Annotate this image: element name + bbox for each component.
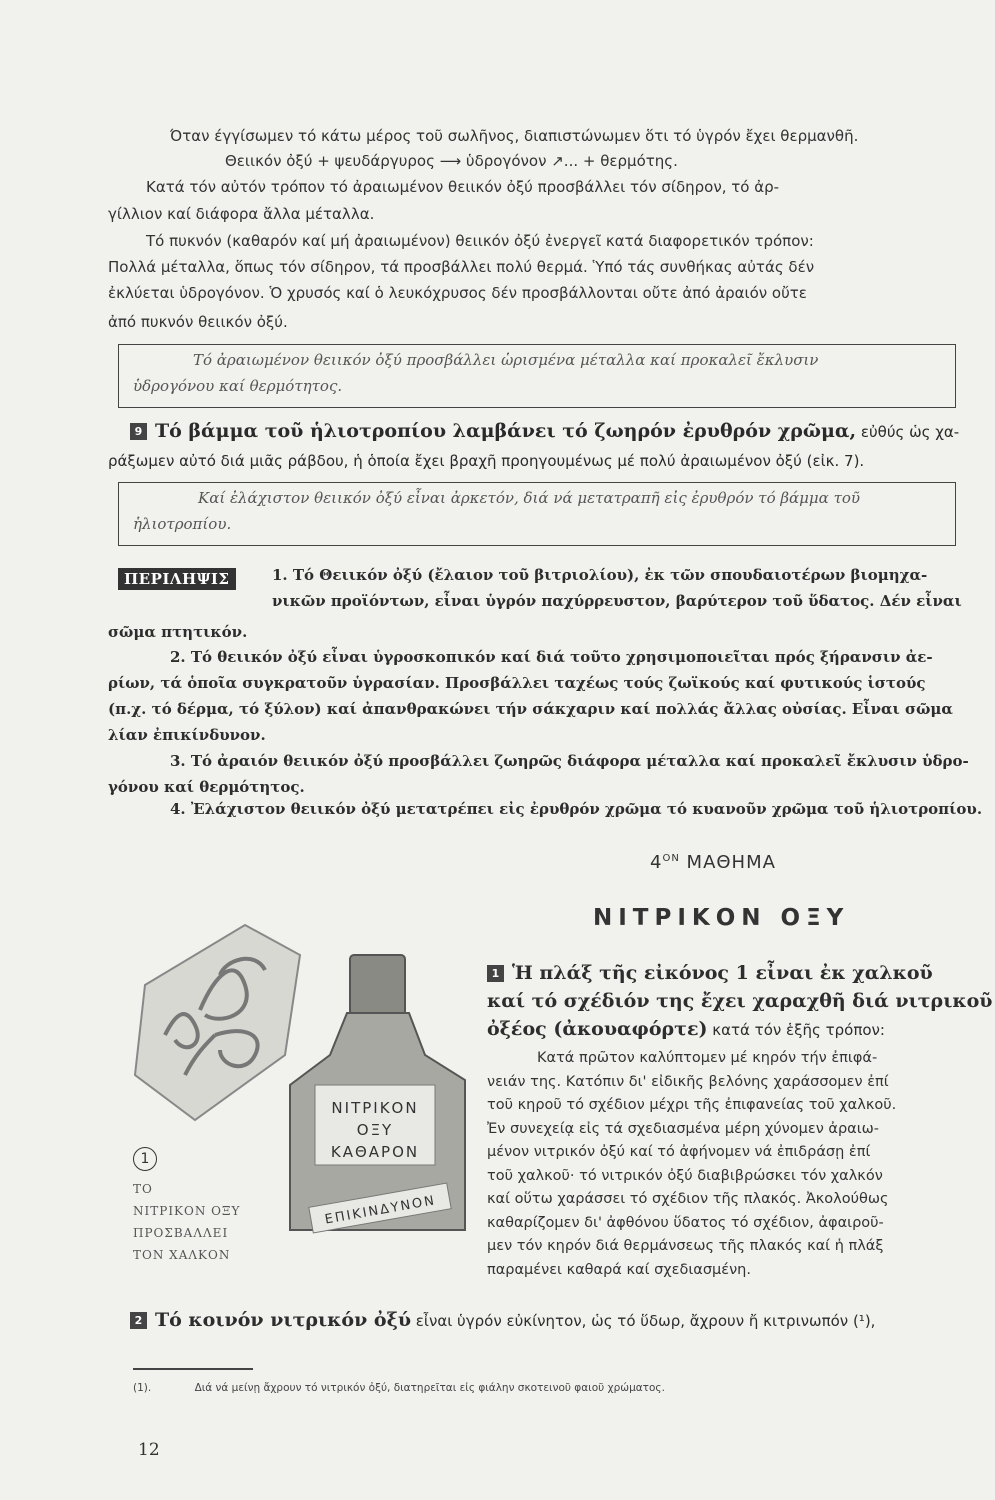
summary-item: 2. Τό θειικόν ὀξύ εἶναι ὑγροσκοπικόν καί διά τοῦτο χρησιμοποιεῖται πρός ξήρανσιν ἀε- — [170, 648, 933, 666]
caption-line: ΝΙΤΡΙΚΟΝ ΟΞΥ — [133, 1204, 241, 1218]
summary-item: ρίων, τά ὁποῖα συγκρατοῦν ὑγρασίαν. Προσβάλλει ταχέως τούς ζωϊκούς καί φυτικούς ἱστούς — [108, 674, 926, 692]
section-heading: Τό βάμμα τοῦ ἡλιοτροπίου λαμβάνει τό ζωηρόν ἐρυθρόν χρῶμα, — [155, 420, 857, 442]
section-text: εἶναι ὑγρόν εὐκίνητον, ὡς τό ὕδωρ, ἄχρουν ἤ κιτρινωπόν (¹), — [411, 1312, 876, 1330]
summary-item: 4. Ἐλάχιστον θειικόν ὀξύ μετατρέπει εἰς ἐρυθρόν χρῶμα τό κυανοῦν χρῶμα τοῦ ἡλιοτροπίου. — [170, 800, 983, 818]
footnote-text: Διά νά μείνῃ ἄχρουν τό νιτρικόν ὀξύ, διατηρεῖται εἰς φιάλην σκοτεινοῦ φαιοῦ χρώματος. — [194, 1382, 665, 1394]
summary-item: λίαν ἐπικίνδυνον. — [108, 726, 266, 744]
key-point-line: Καί ἐλάχιστον θειικόν ὀξύ εἶναι ἀρκετόν, διά νά μετατραπῆ εἰς ἐρυθρόν τό βάμμα τοῦ — [198, 489, 861, 507]
summary-item: γόνου καί θερμότητος. — [108, 778, 305, 796]
body-line: νειάν της. Κατόπιν δι' εἰδικῆς βελόνης χαράσσομεν ἐπί — [487, 1073, 889, 1090]
section-number-badge: 2 — [130, 1312, 147, 1329]
section-heading: Τό κοινόν νιτρικόν ὀξύ — [155, 1309, 411, 1331]
body-line: παραμένει καθαρά καί σχεδιασμένη. — [487, 1261, 751, 1278]
bottle-label-line: ΟΞΥ — [356, 1121, 394, 1139]
body-line: καί οὕτω χαράσσει τό σχέδιον τῆς πλακός. Ἀκολούθως — [487, 1191, 889, 1207]
intro-line: Κατά τόν αὐτόν τρόπον τό ἀραιωμένον θειικόν ὀξύ προσβάλλει τόν σίδηρον, τό ἀρ- — [146, 178, 780, 196]
section-heading: Ἡ πλάξ τῆς εἰκόνος 1 εἶναι ἐκ χαλκοῦ — [512, 962, 933, 984]
key-point-line: Τό ἀραιωμένον θειικόν ὀξύ προσβάλλει ὡρισμένα μέταλλα καί προκαλεῖ ἔκλυσιν — [193, 351, 819, 369]
summary-item: 1. Τό Θειικόν ὀξύ (ἔλαιον τοῦ βιτριολίου), ἐκ τῶν σπουδαιοτέρων βιομηχα- — [272, 566, 928, 584]
intro-line: γίλλιον καί διάφορα ἄλλα μέταλλα. — [108, 205, 375, 223]
figure-number-badge: 1 — [133, 1147, 157, 1171]
section-1-body — [487, 1047, 967, 1282]
caption-line: ΤΟ — [133, 1182, 153, 1196]
section-number-badge: 1 — [487, 965, 504, 982]
lesson-label: ΜΑΘΗΜΑ — [679, 852, 776, 873]
body-line: Κατά πρῶτον καλύπτομεν μέ κηρόν τήν ἐπιφά- — [537, 1050, 878, 1066]
section-1-heading-line: καί τό σχέδιόν της ἔχει χαραχθῆ διά νιτρικοῦ — [487, 990, 993, 1012]
lesson-title: ΝΙΤΡΙΚΟΝ ΟΞΥ — [593, 905, 850, 931]
intro-line: ἐκλύεται ὑδρογόνον. Ὁ χρυσός καί ὁ λευκόχρυσος δέν προσβάλλονται οὔτε ἀπό ἀραιόν οὔτε — [108, 284, 807, 302]
section-heading: ὀξέος (ἀκουαφόρτε) — [487, 1018, 708, 1040]
body-line: καθαρίζομεν δι' ἀφθόνου ὕδατος τό σχέδιον, ἀφαιροῦ- — [487, 1214, 884, 1231]
intro-line: Όταν έγγίσωμεν τό κάτω μέρος τοῦ σωλῆνος, διαπιστώνωμεν ὅτι τό ὑγρόν ἔχει θερμανθῆ. — [170, 127, 859, 145]
key-point-line: ὑδρογόνου καί θερμότητος. — [133, 377, 343, 395]
intro-line: ἀπό πυκνόν θειικόν ὀξύ. — [108, 313, 288, 331]
summary-item: σῶμα πτητικόν. — [108, 623, 248, 641]
section-9-line: ράξωμεν αὐτό διά μιᾶς ράβδου, ἡ ὁποία ἔχει βραχῆ προηγουμένως μέ πολύ ἀραιωμένον ὀξύ (εἰκ. 7). — [108, 452, 865, 470]
section-number-badge: 9 — [130, 423, 147, 440]
summary-item: νικῶν προϊόντων, εἶναι ὑγρόν παχύρρευστον, βαρύτερον τοῦ ὕδατος. Δέν εἶναι — [272, 592, 962, 610]
page-number: 12 — [138, 1440, 160, 1460]
section-1-heading-line — [487, 962, 933, 984]
bottle-label-line: ΚΑΘΑΡΟΝ — [330, 1143, 420, 1161]
section-1-heading-line — [487, 1018, 885, 1040]
section-text: κατά τόν ἑξῆς τρόπον: — [707, 1021, 885, 1039]
footnote-divider — [133, 1368, 253, 1370]
intro-line: Τό πυκνόν (καθαρόν καί μή ἀραιωμένον) θειικόν ὀξύ ἐνεργεῖ κατά διαφορετικόν τρόπον: — [146, 232, 814, 250]
section-2 — [130, 1309, 875, 1331]
body-line: Ἐν συνεχείᾳ εἰς τά σχεδιασμένα μέρη χύνομεν ἀραιω- — [487, 1120, 880, 1137]
summary-item: 3. Τό ἀραιόν θειικόν ὀξύ προσβάλλει ζωηρῶς διάφορα μέταλλα καί προκαλεῖ ἔκλυσιν ὑδρο- — [170, 752, 969, 770]
lesson-num: 4 — [650, 852, 663, 873]
bottle-warning-label: ΕΠΙΚΙΝΔΥΝΟΝ — [323, 1193, 438, 1228]
intro-equation: Θειικόν ὀξύ + ψευδάργυρος ⟶ ὑδρογόνον ↗... + θερμότης. — [225, 152, 678, 170]
intro-line: Πολλά μέταλλα, ὅπως τόν σίδηρον, τά προσβάλλει πολύ θερμά. Ὑπό τάς συνθήκας αὐτάς δέν — [108, 258, 815, 276]
body-line: μένον νιτρικόν ὀξύ καί τό ἀφήνομεν νά ἐπιδράσῃ ἐπί — [487, 1144, 871, 1160]
key-point-line: ἡλιοτροπίου. — [133, 515, 232, 533]
bottle-label-line: ΝΙΤΡΙΚΟΝ — [331, 1099, 419, 1117]
caption-line: ΤΟΝ ΧΑΛΚΟΝ — [133, 1248, 231, 1262]
lesson-sup: ΟΝ — [662, 853, 680, 864]
summary-item: (π.χ. τό δέρμα, τό ξύλον) καί ἀπανθρακώνει τήν σάκχαριν καί πολλάς ἄλλας οὐσίας. Εἶναι σῶμα — [108, 700, 953, 718]
caption-line: ΠΡΟΣΒΑΛΛΕΙ — [133, 1226, 229, 1240]
body-line: μεν τόν κηρόν διά θερμάνσεως τῆς πλακός καί ἡ πλάξ — [487, 1238, 884, 1254]
section-text: εὐθύς ὡς χα- — [856, 423, 960, 441]
footnote-mark: (1). — [133, 1382, 152, 1394]
footnote — [133, 1382, 665, 1394]
body-line: τοῦ χαλκοῦ· τό νιτρικόν ὀξύ διαβιβρώσκει τόν χαλκόν — [487, 1167, 883, 1184]
body-line: τοῦ κηροῦ τό σχέδιον μέχρι τῆς ἐπιφανείας τοῦ χαλκοῦ. — [487, 1097, 897, 1113]
summary-tag: ΠΕΡΙΛΗΨΙΣ — [118, 568, 236, 590]
